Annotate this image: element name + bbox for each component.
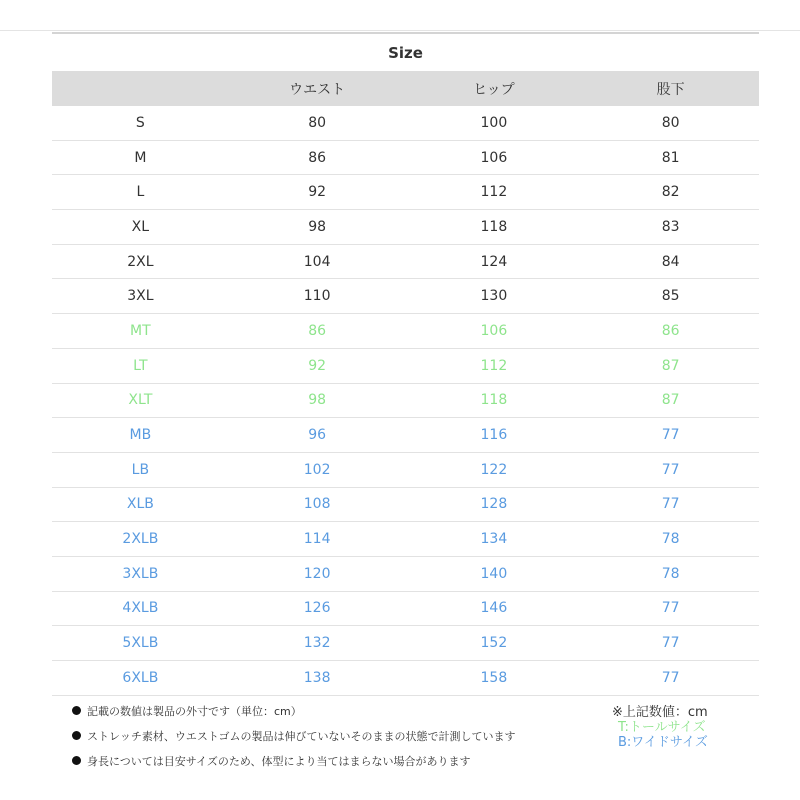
cell-hip: 134 (480, 531, 508, 548)
cell-size: 3XLB (122, 565, 159, 582)
cell-hip: 128 (480, 496, 508, 513)
table-row (52, 488, 759, 523)
cell-inseam: 77 (661, 635, 680, 652)
table-row (52, 592, 759, 627)
cell-inseam: 87 (661, 392, 680, 409)
table-body (52, 106, 759, 696)
note-item (72, 748, 592, 773)
note-text: ストレッチ素材、ウエストゴムの製品は伸びていないそのままの状態で計測しています (87, 729, 516, 743)
cell-waist: 102 (303, 461, 331, 478)
table-row (52, 557, 759, 592)
table-row (52, 453, 759, 488)
bullet-icon (72, 756, 81, 765)
legend-tall: T:トールサイズ (618, 720, 706, 735)
header-inseam: 股下 (656, 81, 685, 98)
table-row (52, 106, 759, 141)
cell-size: 4XLB (122, 600, 159, 617)
cell-hip: 152 (480, 635, 508, 652)
cell-size: XL (131, 218, 150, 235)
top-divider (0, 30, 800, 31)
cell-waist: 126 (303, 600, 331, 617)
cell-waist: 86 (308, 322, 327, 339)
note-text: 身長については目安サイズのため、体型により当てはまらない場合があります (87, 754, 471, 768)
cell-waist: 110 (303, 288, 331, 305)
cell-size: 3XL (127, 288, 154, 305)
table-row (52, 418, 759, 453)
cell-size: 2XLB (122, 531, 159, 548)
cell-hip: 106 (480, 322, 508, 339)
cell-inseam: 77 (661, 600, 680, 617)
cell-hip: 118 (480, 218, 508, 235)
cell-size: MT (130, 322, 151, 339)
cell-hip: 100 (480, 114, 508, 131)
cell-hip: 118 (480, 392, 508, 409)
table-row (52, 384, 759, 419)
cell-hip: 140 (480, 565, 508, 582)
table-title-row (52, 32, 759, 71)
note-item (72, 723, 592, 748)
cell-waist: 120 (303, 565, 331, 582)
legend-title: ※上記数値：cm (612, 705, 708, 720)
cell-inseam: 82 (661, 184, 680, 201)
cell-inseam: 77 (661, 461, 680, 478)
cell-inseam: 78 (661, 531, 680, 548)
cell-size: M (134, 149, 147, 166)
notes-list (72, 698, 592, 773)
table-row (52, 522, 759, 557)
cell-hip: 130 (480, 288, 508, 305)
cell-hip: 106 (480, 149, 508, 166)
cell-waist: 86 (308, 149, 327, 166)
table-row (52, 175, 759, 210)
cell-inseam: 86 (661, 322, 680, 339)
cell-size: MB (129, 427, 152, 444)
table-row (52, 626, 759, 661)
table-row (52, 661, 759, 696)
cell-size: LB (131, 461, 150, 478)
cell-hip: 122 (480, 461, 508, 478)
cell-size: LT (133, 357, 148, 374)
cell-waist: 92 (308, 357, 327, 374)
cell-waist: 114 (303, 531, 331, 548)
cell-size: XLB (126, 496, 154, 513)
cell-size: 6XLB (122, 669, 159, 686)
cell-waist: 98 (308, 392, 327, 409)
cell-inseam: 77 (661, 427, 680, 444)
cell-waist: 104 (303, 253, 331, 270)
cell-waist: 80 (308, 114, 327, 131)
cell-inseam: 84 (661, 253, 680, 270)
cell-inseam: 77 (661, 669, 680, 686)
cell-size: S (135, 114, 145, 131)
cell-inseam: 81 (661, 149, 680, 166)
cell-waist: 92 (308, 184, 327, 201)
cell-waist: 108 (303, 496, 331, 513)
table-row (52, 245, 759, 280)
table-row (52, 279, 759, 314)
cell-hip: 112 (480, 357, 508, 374)
header-waist: ウエスト (289, 81, 346, 98)
cell-size: XLT (128, 392, 153, 409)
cell-hip: 112 (480, 184, 508, 201)
bullet-icon (72, 731, 81, 740)
cell-waist: 98 (308, 218, 327, 235)
cell-size: 2XL (127, 253, 154, 270)
cell-size: 5XLB (122, 635, 159, 652)
table-row (52, 349, 759, 384)
cell-waist: 96 (308, 427, 327, 444)
bullet-icon (72, 706, 81, 715)
cell-inseam: 85 (661, 288, 680, 305)
note-item (72, 698, 592, 723)
cell-inseam: 80 (661, 114, 680, 131)
cell-hip: 146 (480, 600, 508, 617)
cell-inseam: 78 (661, 565, 680, 582)
table-row (52, 314, 759, 349)
table-title: Size (388, 43, 423, 62)
cell-hip: 158 (480, 669, 508, 686)
table-header-row (52, 71, 759, 106)
size-table (52, 32, 759, 696)
cell-inseam: 83 (661, 218, 680, 235)
cell-inseam: 77 (661, 496, 680, 513)
cell-size: L (136, 184, 145, 201)
table-row (52, 210, 759, 245)
note-text: 記載の数値は製品の外寸です（単位：cm） (87, 704, 302, 718)
cell-hip: 116 (480, 427, 508, 444)
cell-waist: 138 (303, 669, 331, 686)
table-row (52, 141, 759, 176)
cell-hip: 124 (480, 253, 508, 270)
cell-inseam: 87 (661, 357, 680, 374)
cell-waist: 132 (303, 635, 331, 652)
legend-wide: B:ワイドサイズ (618, 735, 708, 750)
legend (612, 705, 762, 750)
header-hip: ヒップ (473, 81, 515, 98)
